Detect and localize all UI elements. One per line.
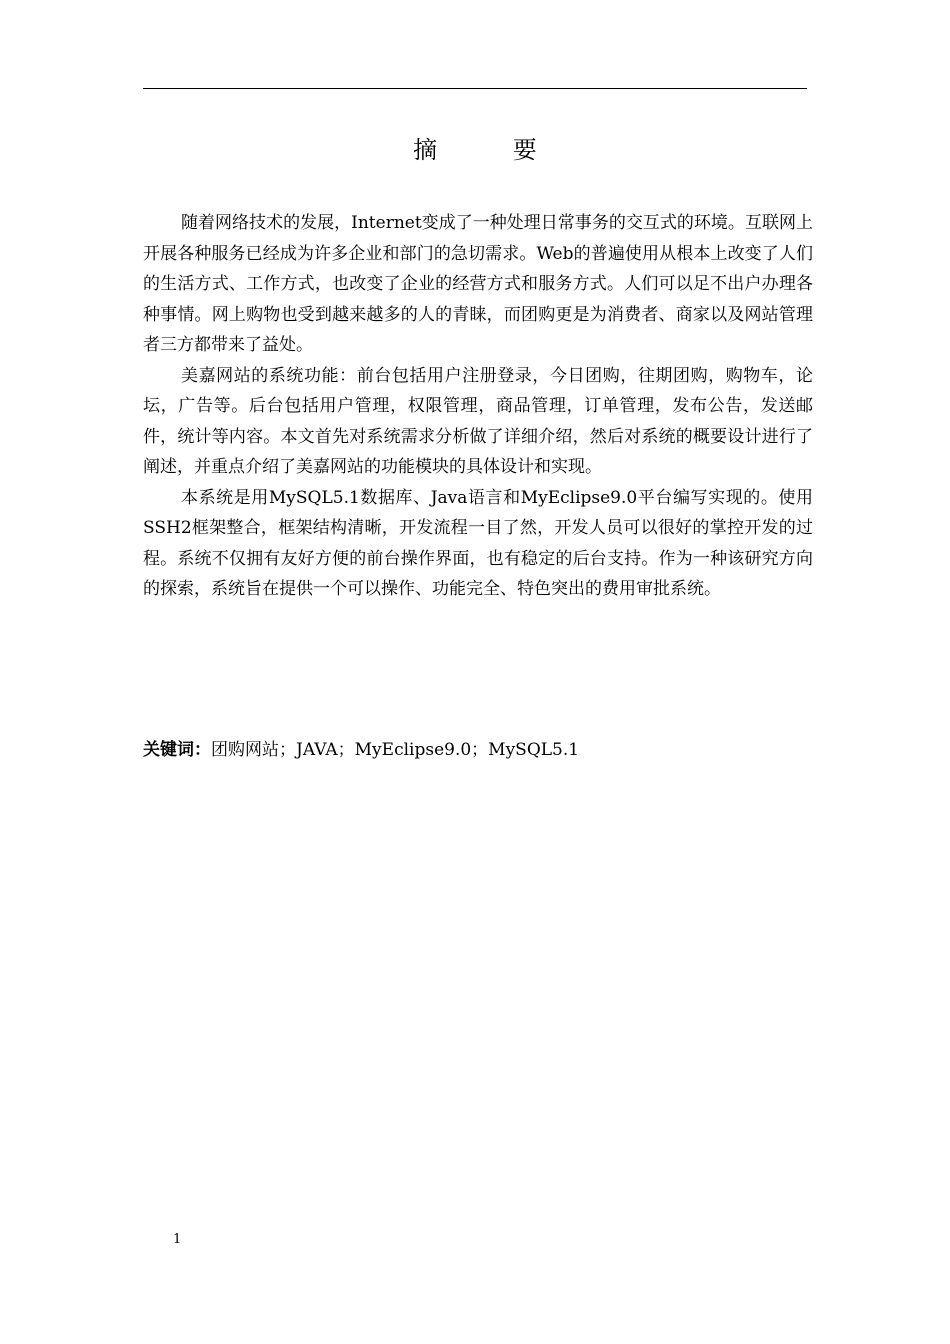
keywords-line — [143, 735, 807, 765]
keywords-label: 关键词： — [143, 740, 211, 760]
abstract-paragraph-3: 本系统是用MySQL5.1数据库、Java语言和MyEclipse9.0平台编写实现的。使用SSH2框架整合，框架结构清晰，开发流程一目了然，开发人员可以很好的掌控开发的过程。系统不仅拥有友好方便的前台操作界面，也有稳定的后台支持。作为一种该研究方向的探索，系统旨在提供一个可以操作、功能完全、特色突出的费用审批系统。 — [143, 487, 813, 599]
header-rule — [143, 88, 807, 89]
page-title: 摘 要 — [413, 136, 571, 164]
abstract-paragraph-1: 随着网络技术的发展，Internet变成了一种处理日常事务的交互式的环境。互联网上开展各种服务已经成为许多企业和部门的急切需求。Web的普遍使用从根本上改变了人们的生活方式、工作方式，也改变了企业的经营方式和服务方式。人们可以足不出户办理各种事情。网上购物也受到越来越多的人的青睐，而团购更是为消费者、商家以及网站管理者三方都带来了益处。 — [143, 213, 813, 355]
page-number: 1 — [173, 1232, 182, 1247]
keywords-value: 团购网站；JAVA；MyEclipse9.0；MySQL5.1 — [211, 740, 580, 760]
abstract-body — [143, 208, 813, 605]
abstract-paragraph-2: 美嘉网站的系统功能：前台包括用户注册登录，今日团购，往期团购，购物车，论坛，广告等。后台包括用户管理，权限管理，商品管理，订单管理，发布公告，发送邮件，统计等内容。本文首先对系统需求分析做了详细介绍，然后对系统的概要设计进行了阐述，并重点介绍了美嘉网站的功能模块的具体设计和实现。 — [143, 365, 813, 477]
